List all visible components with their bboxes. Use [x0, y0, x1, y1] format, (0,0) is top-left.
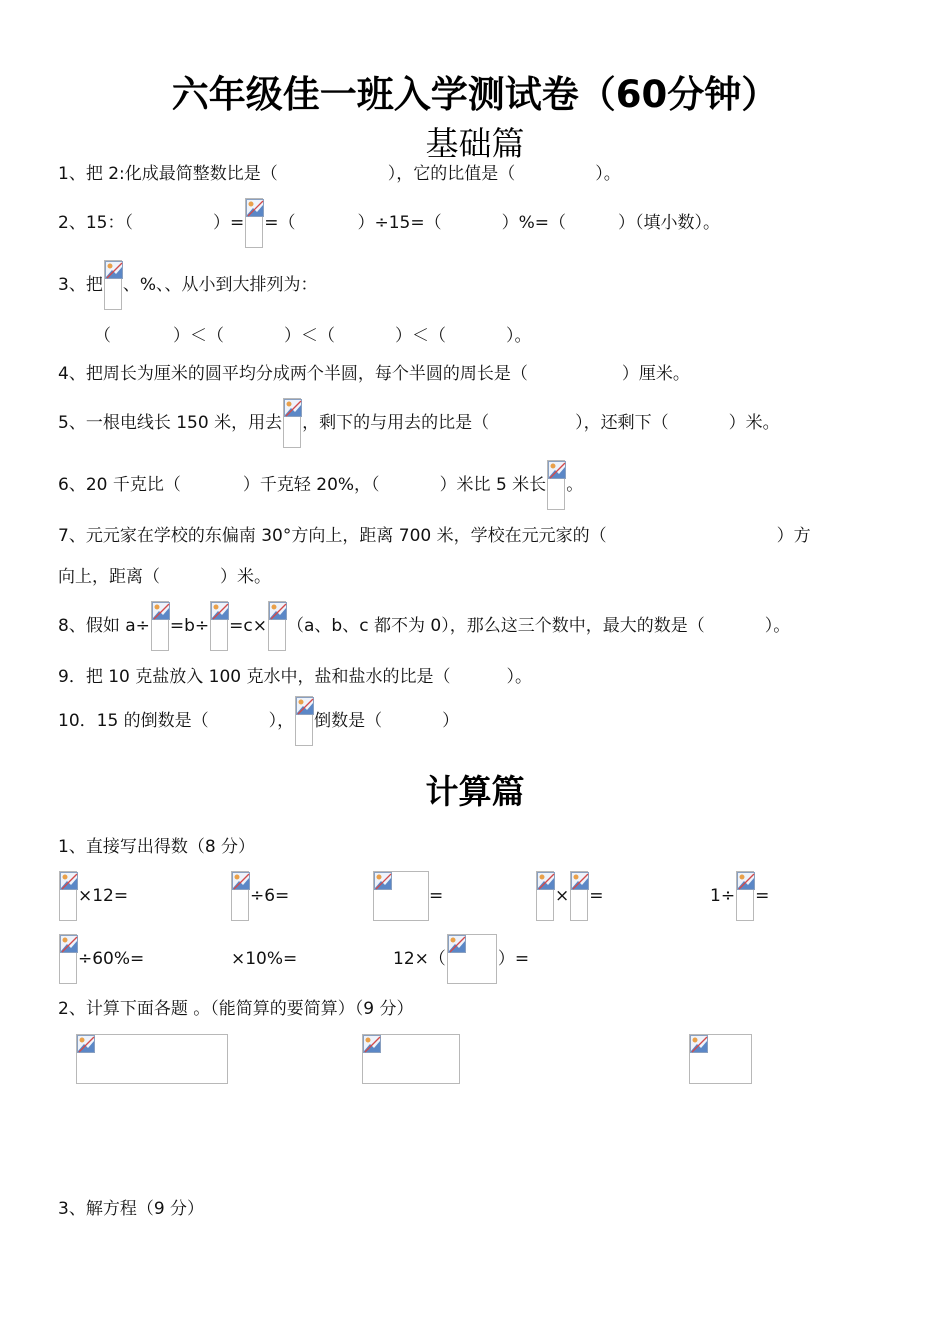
fraction-image	[59, 934, 77, 984]
calc-1-item-b: ÷6=	[230, 871, 289, 921]
broken-image-icon	[537, 872, 555, 890]
expression-image	[373, 871, 429, 921]
broken-image-icon	[232, 872, 250, 890]
fraction-image	[59, 871, 77, 921]
question-3-answer-line: （ ）＜（ ）＜（ ）＜（ ）。	[94, 326, 532, 346]
calc-2-expression-a	[76, 1034, 228, 1084]
calc-1-item-a: ×12=	[58, 871, 128, 921]
broken-image-icon	[571, 872, 589, 890]
expression-image	[447, 934, 497, 984]
question-5: 5、一根电线长 150 米，用去 ，剩下的与用去的比是（ ），还剩下（ ）米。	[58, 398, 780, 448]
calc-1-item-g: ×10%=	[231, 949, 298, 969]
calc-1-item-f: ÷60%=	[58, 934, 144, 984]
question-3: 3、把 、%、、从小到大排列为：	[58, 260, 317, 310]
fraction-image	[547, 460, 565, 510]
calc-2-label: 2、计算下面各题 。（能简算的要简算）（9 分）	[58, 999, 414, 1019]
broken-image-icon	[548, 461, 566, 479]
section-calc-heading: 计算篇	[425, 772, 525, 811]
question-1: 1、把 2:化成最简整数比是（ ），它的比值是（ ）。	[58, 164, 621, 184]
section-basic-heading: 基础篇	[425, 124, 525, 163]
question-7: 7、元元家在学校的东偏南 30°方向上，距离 700 米，学校在元元家的（ ）方	[58, 526, 811, 546]
broken-image-icon	[737, 872, 755, 890]
question-2: 2、15：（ ）= =（ ）÷15=（ ）%=（ ）（填小数）。	[58, 198, 720, 248]
broken-image-icon	[246, 199, 264, 217]
calc-1-item-h: 12×（ ）=	[393, 934, 529, 984]
broken-image-icon	[211, 602, 229, 620]
exam-title: 六年级佳一班入学测试卷（60分钟）	[171, 73, 779, 116]
question-9: 9．把 10 克盐放入 100 克水中，盐和盐水的比是（ ）。	[58, 667, 533, 687]
fraction-image	[268, 601, 286, 651]
fraction-image	[104, 260, 122, 310]
broken-image-icon	[448, 935, 466, 953]
broken-image-icon	[60, 872, 78, 890]
broken-image-icon	[363, 1035, 381, 1053]
fraction-image	[736, 871, 754, 921]
fraction-image	[570, 871, 588, 921]
broken-image-icon	[690, 1035, 708, 1053]
question-8: 8、假如 a÷ =b÷ =c× （a、b、c 都不为 0），那么这三个数中，最大的数是（ ）。	[58, 601, 790, 651]
calc-3-label: 3、解方程（9 分）	[58, 1199, 205, 1219]
calc-1-item-e: 1÷ =	[710, 871, 769, 921]
calc-2-expression-b	[362, 1034, 460, 1084]
broken-image-icon	[60, 935, 78, 953]
question-10: 10．15 的倒数是（ ）， 倒数是（ ）	[58, 696, 459, 746]
fraction-image	[151, 601, 169, 651]
calc-2-expression-c	[689, 1034, 752, 1084]
fraction-image	[231, 871, 249, 921]
calc-1-item-d: × =	[535, 871, 604, 921]
fraction-image	[295, 696, 313, 746]
broken-image-icon	[284, 399, 302, 417]
fraction-image	[245, 198, 263, 248]
broken-image-icon	[77, 1035, 95, 1053]
fraction-image	[210, 601, 228, 651]
calc-1-item-c: =	[373, 871, 443, 921]
question-7-cont: 向上，距离（ ）米。	[58, 567, 271, 587]
broken-image-icon	[269, 602, 287, 620]
fraction-image	[283, 398, 301, 448]
calc-1-label: 1、直接写出得数（8 分）	[58, 837, 256, 857]
broken-image-icon	[296, 697, 314, 715]
question-4: 4、把周长为厘米的圆平均分成两个半圆，每个半圆的周长是（ ）厘米。	[58, 364, 690, 384]
fraction-image	[536, 871, 554, 921]
broken-image-icon	[374, 872, 392, 890]
question-6: 6、20 千克比（ ）千克轻 20%，（ ）米比 5 米长 。	[58, 460, 583, 510]
broken-image-icon	[152, 602, 170, 620]
broken-image-icon	[105, 261, 123, 279]
